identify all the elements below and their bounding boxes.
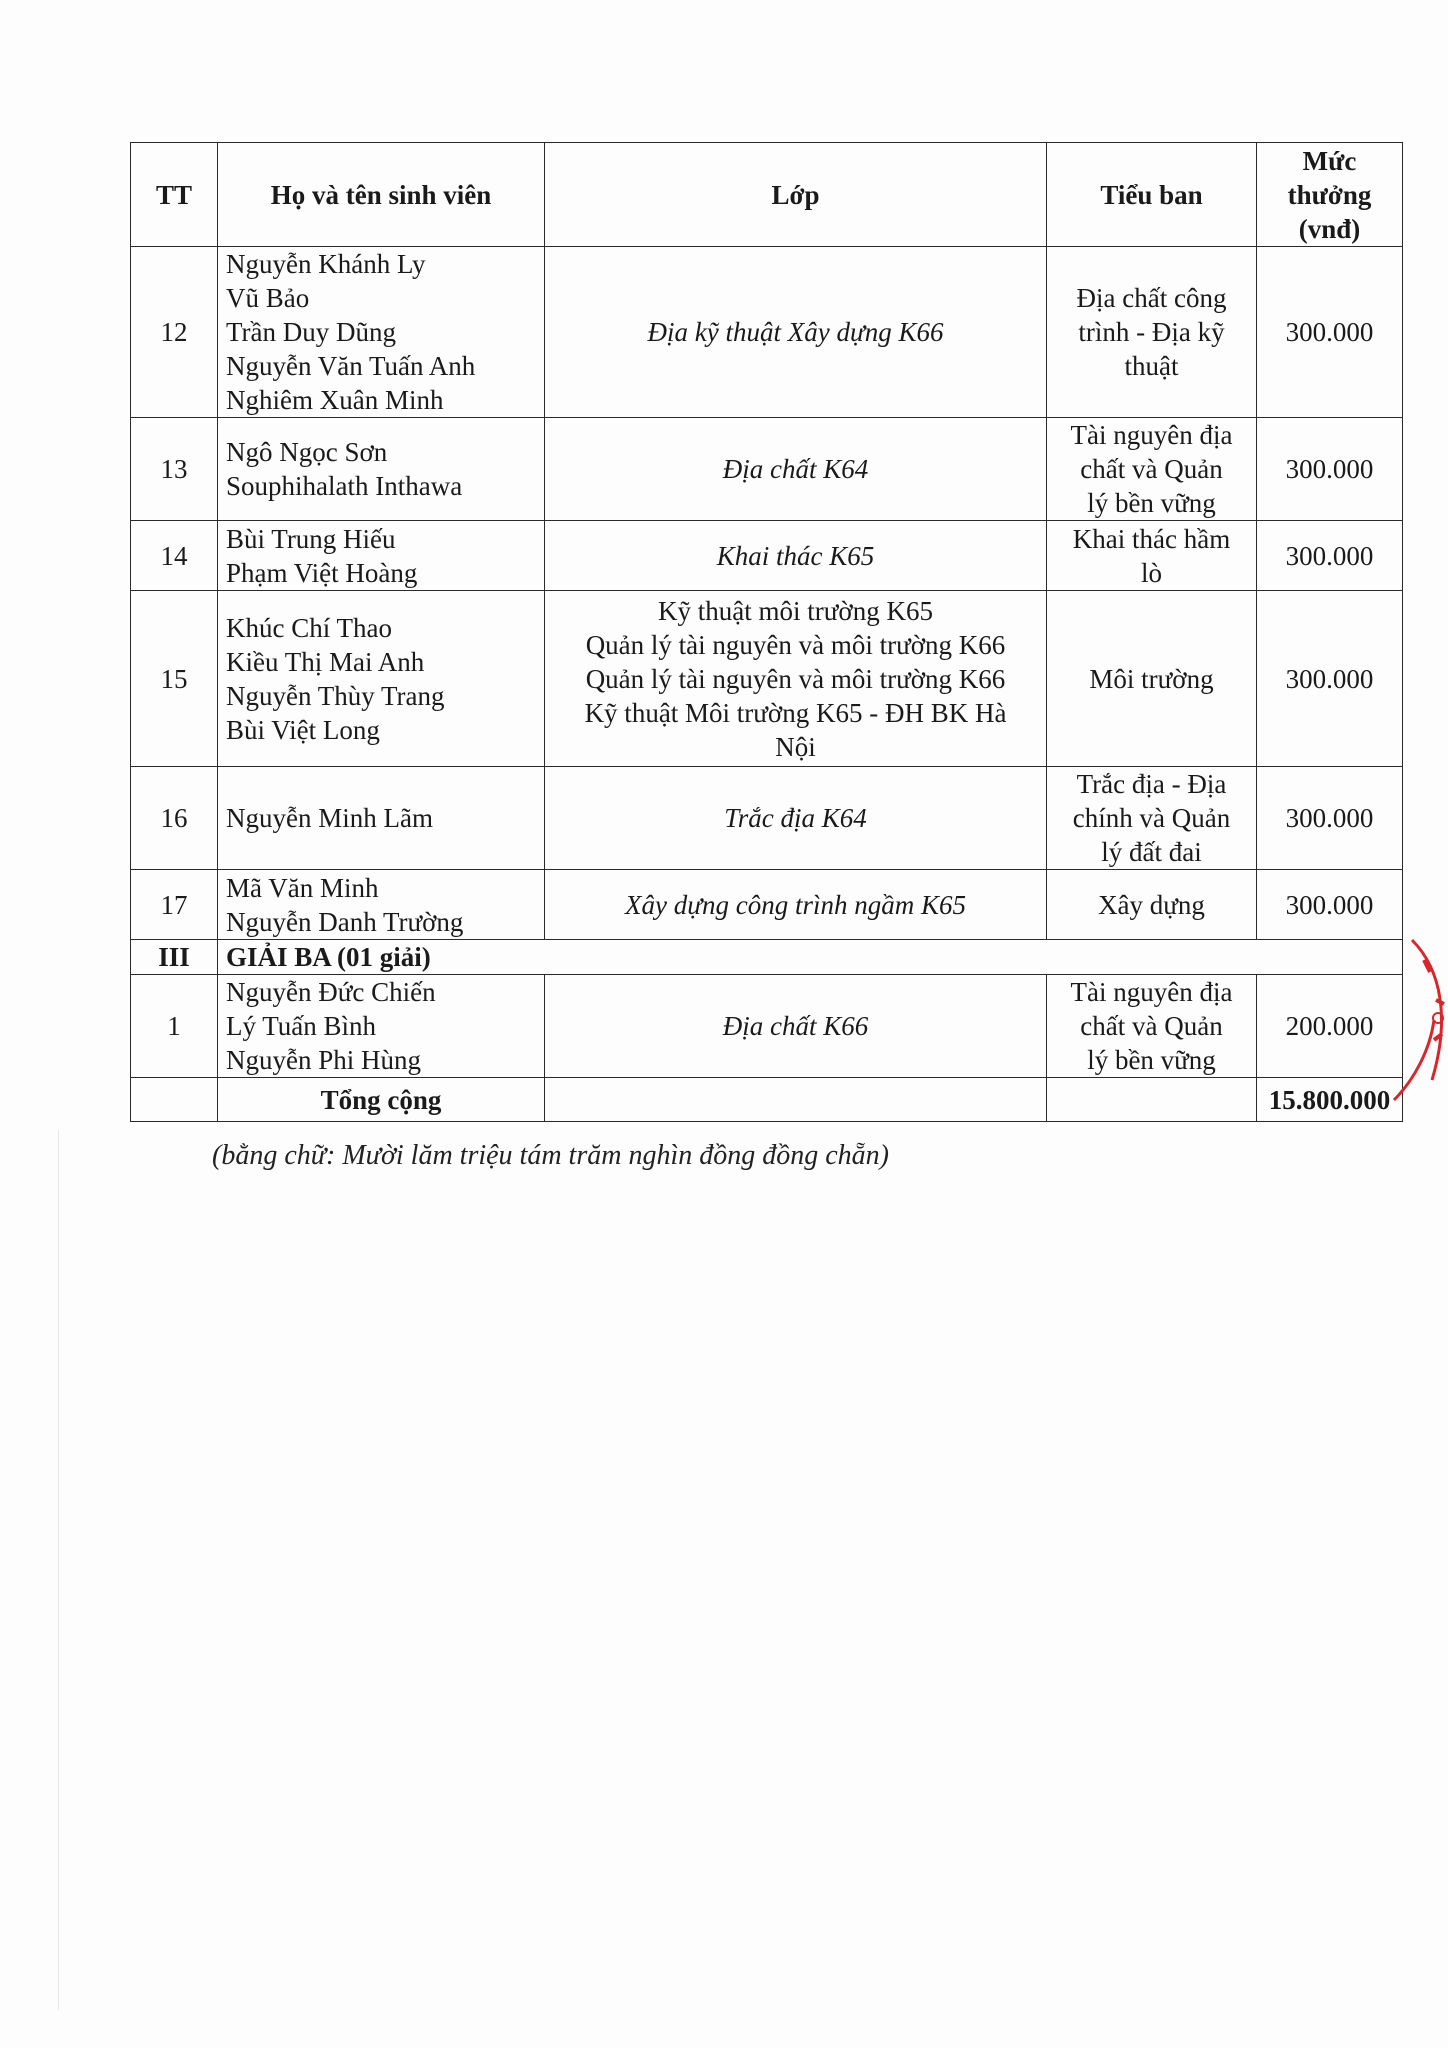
row-number: 12 xyxy=(131,247,218,418)
student-name: Khúc Chí Thao xyxy=(226,612,392,643)
award-amount: 300.000 xyxy=(1257,591,1403,767)
student-name: Nguyễn Minh Lãm xyxy=(226,803,433,833)
student-names-cell xyxy=(218,521,545,591)
table-body xyxy=(131,247,1403,940)
student-name: Lý Tuấn Bình xyxy=(226,1011,377,1041)
row-number: 14 xyxy=(131,521,218,591)
scan-edge-line xyxy=(58,1130,59,2010)
student-name: Nguyễn Danh Trường xyxy=(226,906,464,937)
class-name: Quản lý tài nguyên và môi trường K66 xyxy=(585,629,1006,660)
class-name: Kỹ thuật Môi trường K65 - ĐH BK Hà xyxy=(584,697,1007,728)
section-three xyxy=(131,940,1403,975)
header-amount-line: (vnđ) xyxy=(1298,213,1361,244)
section-three-body xyxy=(131,975,1403,1078)
total-empty-cell xyxy=(131,1078,218,1122)
header-subcommittee: Tiểu ban xyxy=(1047,143,1257,247)
subcommittee-name: lò xyxy=(1140,557,1162,588)
section-header-row xyxy=(131,940,1403,975)
student-names-cell xyxy=(218,767,545,870)
subcommittee-name: lý bền vững xyxy=(1087,1045,1216,1075)
total-row xyxy=(131,1078,1403,1122)
class-name: Địa chất K64 xyxy=(722,454,869,484)
class-cell xyxy=(545,418,1047,521)
table-row xyxy=(131,247,1403,418)
class-name: Trắc địa K64 xyxy=(724,803,867,833)
subcommittee-name: Môi trường xyxy=(1089,663,1214,694)
subcommittee-name: chất và Quản xyxy=(1080,1011,1223,1041)
subcommittee-name: trình - Địa kỹ xyxy=(1078,317,1225,347)
subcommittee-name: Trắc địa - Địa xyxy=(1076,769,1227,799)
award-amount: 300.000 xyxy=(1257,418,1403,521)
student-name: Nguyễn Khánh Ly xyxy=(226,249,426,279)
section-title: GIẢI BA (01 giải) xyxy=(218,940,1403,975)
header-amount-line: Mức xyxy=(1302,145,1357,176)
total-label: Tổng cộng xyxy=(218,1078,545,1122)
award-amount: 300.000 xyxy=(1257,870,1403,940)
table-row xyxy=(131,521,1403,591)
class-name: Quản lý tài nguyên và môi trường K66 xyxy=(585,663,1006,694)
table-header-row xyxy=(131,143,1403,247)
class-name: Kỹ thuật môi trường K65 xyxy=(658,595,933,626)
class-name: Địa chất K66 xyxy=(722,1011,869,1041)
student-name: Nghiêm Xuân Minh xyxy=(226,385,444,415)
student-name: Mã Văn Minh xyxy=(226,872,379,903)
subcommittee-name: Tài nguyên địa xyxy=(1070,977,1233,1007)
subcommittee-cell xyxy=(1047,870,1257,940)
table-row xyxy=(131,767,1403,870)
class-name: Địa kỹ thuật Xây dựng K66 xyxy=(647,317,944,347)
subcommittee-name: chính và Quản xyxy=(1072,803,1231,833)
row-number: 1 xyxy=(131,975,218,1078)
row-number: 15 xyxy=(131,591,218,767)
class-cell xyxy=(545,975,1047,1078)
table-row xyxy=(131,418,1403,521)
subcommittee-cell xyxy=(1047,418,1257,521)
student-names-cell xyxy=(218,418,545,521)
student-names-cell xyxy=(218,870,545,940)
student-name: Nguyễn Văn Tuấn Anh xyxy=(226,351,476,381)
section-number: III xyxy=(131,940,218,975)
table-row xyxy=(131,591,1403,767)
award-amount: 300.000 xyxy=(1257,247,1403,418)
row-number: 17 xyxy=(131,870,218,940)
row-number: 16 xyxy=(131,767,218,870)
award-amount: 200.000 xyxy=(1257,975,1403,1078)
total-empty-cell xyxy=(1047,1078,1257,1122)
student-name: Kiều Thị Mai Anh xyxy=(226,646,425,677)
award-amount: 300.000 xyxy=(1257,767,1403,870)
student-name: Souphihalath Inthawa xyxy=(226,471,463,501)
subcommittee-cell xyxy=(1047,247,1257,418)
table-row xyxy=(131,975,1403,1078)
student-name: Nguyễn Đức Chiến xyxy=(226,977,436,1007)
class-cell xyxy=(545,870,1047,940)
class-name: Xây dựng công trình ngầm K65 xyxy=(625,889,966,920)
subcommittee-name: chất và Quản xyxy=(1080,454,1223,484)
class-cell xyxy=(545,591,1047,767)
subcommittee-name: thuật xyxy=(1124,351,1179,381)
class-cell xyxy=(545,767,1047,870)
header-amount xyxy=(1257,143,1403,247)
subcommittee-name: lý bền vững xyxy=(1087,488,1216,518)
class-name: Nội xyxy=(775,731,816,762)
student-name: Nguyễn Phi Hùng xyxy=(226,1045,421,1075)
subcommittee-name: Xây dựng xyxy=(1098,889,1205,920)
subcommittee-cell xyxy=(1047,521,1257,591)
amount-in-words: (bằng chữ: Mười lăm triệu tám trăm nghìn đồng đồng chẵn) xyxy=(212,1140,889,1171)
student-names-cell xyxy=(218,975,545,1078)
awards-table xyxy=(130,142,1403,1122)
subcommittee-name: Tài nguyên địa xyxy=(1070,420,1233,450)
header-student-name: Họ và tên sinh viên xyxy=(218,143,545,247)
student-name: Trần Duy Dũng xyxy=(226,317,397,347)
table-row xyxy=(131,870,1403,940)
class-cell xyxy=(545,521,1047,591)
student-name: Nguyễn Thùy Trang xyxy=(226,680,445,711)
header-class: Lớp xyxy=(545,143,1047,247)
student-names-cell xyxy=(218,247,545,418)
header-amount-line: thưởng xyxy=(1287,179,1372,210)
total-body xyxy=(131,1078,1403,1122)
subcommittee-cell xyxy=(1047,591,1257,767)
subcommittee-cell xyxy=(1047,975,1257,1078)
student-name: Bùi Việt Long xyxy=(226,714,380,745)
total-empty-cell xyxy=(545,1078,1047,1122)
student-name: Bùi Trung Hiếu xyxy=(226,523,396,554)
student-name: Phạm Việt Hoàng xyxy=(226,557,418,588)
subcommittee-name: Địa chất công xyxy=(1076,283,1227,313)
student-name: Ngô Ngọc Sơn xyxy=(226,437,388,467)
subcommittee-cell xyxy=(1047,767,1257,870)
class-name: Khai thác K65 xyxy=(716,540,875,571)
class-cell xyxy=(545,247,1047,418)
student-names-cell xyxy=(218,591,545,767)
row-number: 13 xyxy=(131,418,218,521)
subcommittee-name: Khai thác hầm xyxy=(1072,523,1231,554)
total-amount: 15.800.000 xyxy=(1257,1078,1403,1122)
student-name: Vũ Bảo xyxy=(226,283,310,313)
subcommittee-name: lý đất đai xyxy=(1101,837,1202,867)
header-tt: TT xyxy=(131,143,218,247)
award-amount: 300.000 xyxy=(1257,521,1403,591)
